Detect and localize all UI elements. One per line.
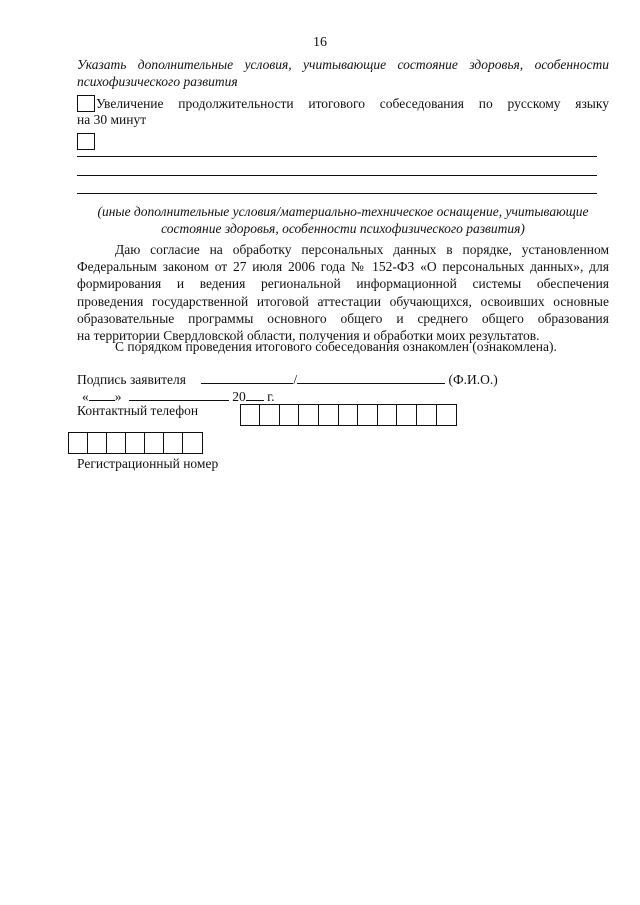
day-field[interactable] xyxy=(89,387,115,401)
page-number: 16 xyxy=(313,35,327,50)
month-field[interactable] xyxy=(129,387,229,401)
registration-digit-cell[interactable] xyxy=(87,432,108,454)
registration-digit-cell[interactable] xyxy=(125,432,146,454)
other-conditions-note xyxy=(77,203,609,237)
phone-digit-cell[interactable] xyxy=(240,404,261,426)
phone-digit-cell[interactable] xyxy=(416,404,437,426)
phone-cells xyxy=(241,404,457,426)
signature-field[interactable] xyxy=(201,370,293,384)
other-conditions-checkbox[interactable] xyxy=(77,133,95,150)
phone-digit-cell[interactable] xyxy=(318,404,339,426)
extended-time-label-line-1: Увеличение продолжительности итогового собеседования по русскому языку xyxy=(96,96,609,111)
phone-digit-cell[interactable] xyxy=(279,404,300,426)
phone-digit-cell[interactable] xyxy=(298,404,319,426)
consent-paragraph xyxy=(77,241,609,344)
signature-label: Подпись заявителя xyxy=(77,372,186,387)
signature-slash: / xyxy=(293,372,298,387)
year-field[interactable] xyxy=(246,387,264,401)
heading-line-2: психофизического развития xyxy=(77,74,238,89)
consent-line-2: Федеральным законом от 27 июля 2006 года № 152-ФЗ «О персональных данных», для xyxy=(77,259,609,275)
extended-time-checkbox[interactable] xyxy=(77,95,95,112)
other-conditions-line-2[interactable] xyxy=(77,175,597,176)
phone-digit-cell[interactable] xyxy=(357,404,378,426)
date-open-quote: « xyxy=(82,389,89,404)
phone-label: Контактный телефон xyxy=(77,403,199,418)
consent-line-4: проведения государственной итоговой аттестации обучающихся, освоивших основные xyxy=(77,293,609,309)
year-suffix: г. xyxy=(267,389,275,404)
other-conditions-line-1[interactable] xyxy=(77,156,597,157)
note-line-1: (иные дополнительные условия/материально-техническое оснащение, учитывающие xyxy=(97,204,589,219)
consent-line-5: образовательные программы основного общего и среднего общего образования xyxy=(77,310,609,326)
phone-digit-cell[interactable] xyxy=(396,404,417,426)
additional-conditions-heading xyxy=(77,56,609,90)
note-line-2: состояние здоровья, особенности психофизического развития) xyxy=(161,221,525,236)
consent-line-6: на территории Свердловской области, получения и обработки моих результатов. xyxy=(77,328,540,344)
phone-digit-cell[interactable] xyxy=(338,404,359,426)
registration-digit-cell[interactable] xyxy=(68,432,89,454)
fio-field[interactable] xyxy=(297,370,445,384)
phone-digit-cell[interactable] xyxy=(377,404,398,426)
signature-row xyxy=(77,370,498,388)
consent-line-3: формирования и ведения региональной информационной системы обеспечения xyxy=(77,276,609,292)
registration-digit-cell[interactable] xyxy=(144,432,165,454)
acknowledgement-text: С порядком проведения итогового собеседования ознакомлен (ознакомлена). xyxy=(115,339,557,354)
registration-cells xyxy=(69,432,203,454)
phone-digit-cell[interactable] xyxy=(259,404,280,426)
phone-digit-cell[interactable] xyxy=(436,404,457,426)
registration-digit-cell[interactable] xyxy=(163,432,184,454)
year-prefix: 20 xyxy=(232,389,246,404)
extended-time-label-line-2: на 30 минут xyxy=(77,112,147,127)
heading-line-1: Указать дополнительные условия, учитывающие состояние здоровья, особенности xyxy=(77,57,609,72)
consent-line-1: Даю согласие на обработку персональных данных в порядке, установленном xyxy=(115,242,609,257)
registration-digit-cell[interactable] xyxy=(106,432,127,454)
date-close-quote: » xyxy=(114,389,122,404)
registration-label: Регистрационный номер xyxy=(77,456,219,471)
other-conditions-line-3[interactable] xyxy=(77,193,597,194)
registration-digit-cell[interactable] xyxy=(182,432,203,454)
fio-label: (Ф.И.О.) xyxy=(448,372,498,387)
